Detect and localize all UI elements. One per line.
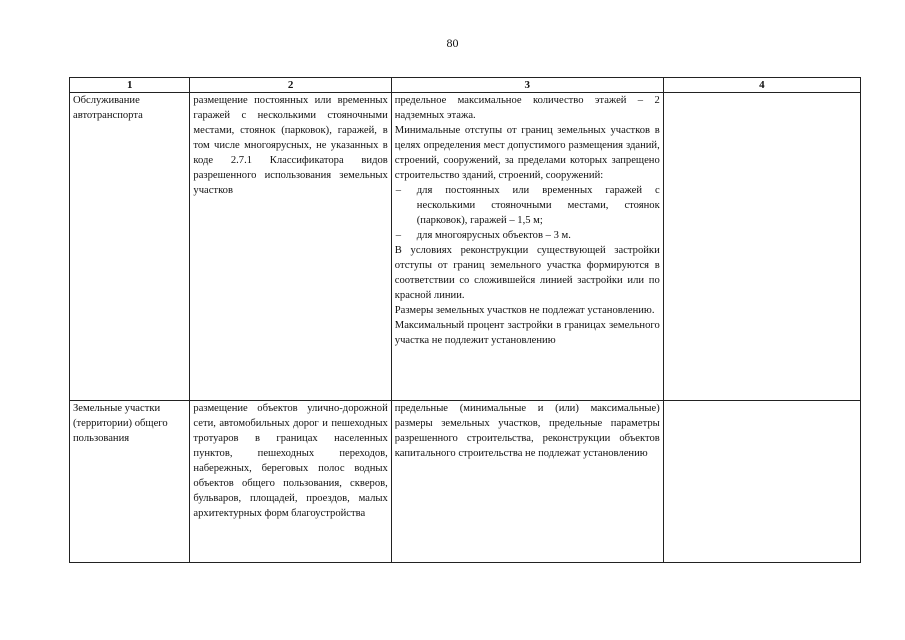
header-row (70, 78, 861, 93)
params-bullet-item (395, 228, 660, 243)
bullet-text: для многоярусных объектов – 3 м. (416, 230, 571, 241)
table-row (70, 93, 861, 401)
use-type-name: Земельные участки (территории) общего пользования (70, 401, 190, 563)
params-paragraph: Минимальные отступы от границ земельных участков в целях определения мест допустимого размещения зданий, строений, сооружений, за пределами которых запрещено строительство зданий, строений, сооружений: (394, 125, 660, 181)
params-paragraph: предельные (минимальные и (или) максимальные) размеры земельных участков, предельные параметры разрешенного строительства, реконструкции объектов капитального строительства не подлежат установлению (394, 403, 660, 459)
header-cell-2: 2 (190, 78, 391, 93)
use-type-description: размещение объектов улично-дорожной сети, автомобильных дорог и пешеходных тротуаров в границах населенных пунктов, пешеходных переходов, набережных, береговых полос водных объектов общего пользования, скверов, бульваров, площадей, проездов, малых архитектурных форм благоустройства (190, 401, 391, 563)
dash-bullet-icon: – (395, 230, 402, 241)
params-paragraph: Размеры земельных участков не подлежат установлению. (394, 305, 655, 316)
params-bullet-list (395, 183, 660, 243)
page-number: 80 (446, 36, 459, 50)
params-paragraph: В условиях реконструкции существующей застройки отступы от границ земельного участка формируются в соответствии со сложившейся линией застройки или по красной линии. (394, 245, 660, 301)
header-cell-4: 4 (663, 78, 860, 93)
use-type-parameters (391, 401, 663, 563)
regulations-table (69, 77, 861, 563)
bullet-text: для постоянных или временных гаражей с несколькими стояночными местами, стоянок (парковок), гаражей – 1,5 м; (416, 185, 660, 226)
use-type-parameters (391, 93, 663, 401)
use-type-description: размещение постоянных или временных гаражей с несколькими стояночными местами, стоянок (парковок), гаражей, в том числе многоярусных, не указанных в коде 2.7.1 Классификатора видов разрешенного использования земельных участков (190, 93, 391, 401)
dash-bullet-icon: – (395, 185, 402, 196)
use-type-name: Обслуживание автотранспорта (70, 93, 190, 401)
header-cell-3: 3 (391, 78, 663, 93)
header-cell-1: 1 (70, 78, 190, 93)
params-paragraph: предельное максимальное количество этажей – 2 надземных этажа. (394, 95, 660, 121)
params-bullet-item (395, 183, 660, 228)
column-4-cell (663, 93, 860, 401)
table-row (70, 401, 861, 563)
params-paragraph: Максимальный процент застройки в границах земельного участка не подлежит установлению (394, 320, 660, 346)
column-4-cell (663, 401, 860, 563)
